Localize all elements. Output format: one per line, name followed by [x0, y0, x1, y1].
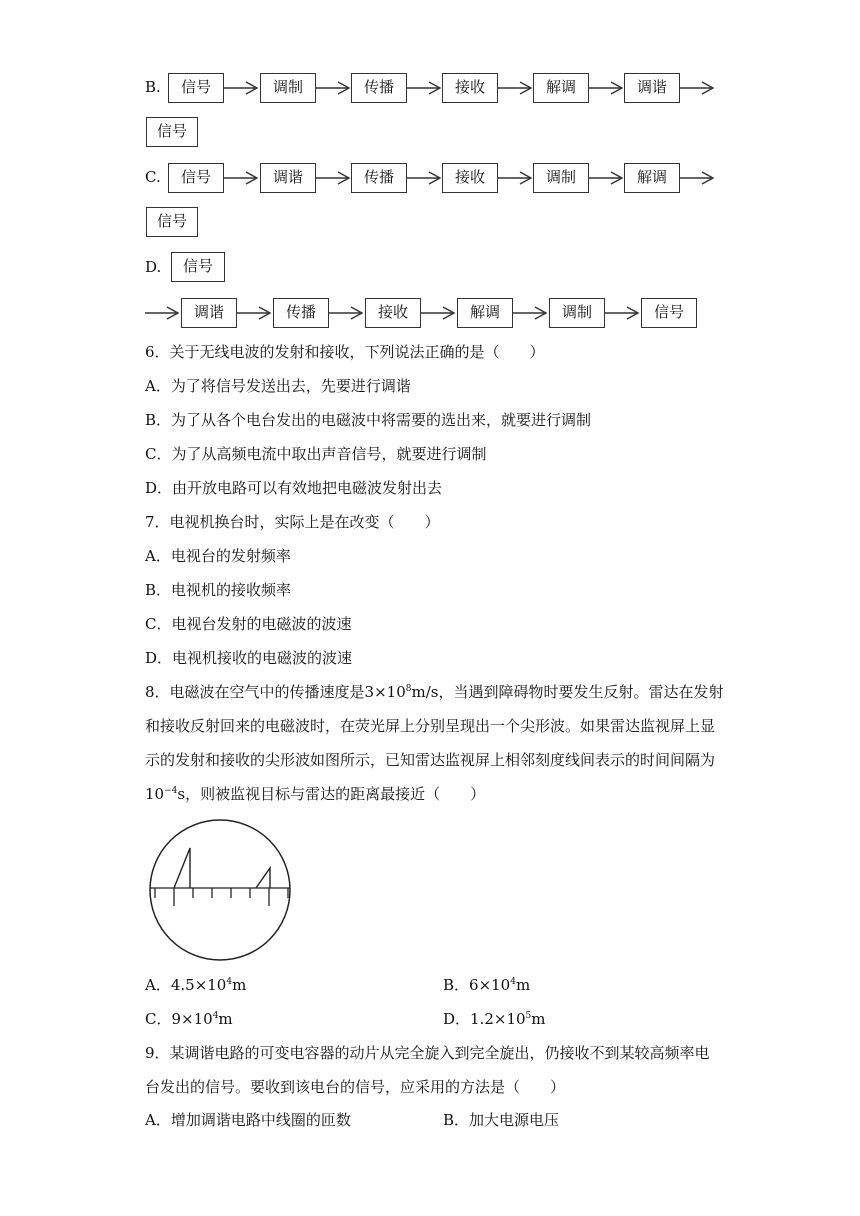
flow-arrow-icon — [407, 171, 443, 185]
option-d: D．电视机接收的电磁波的波速 — [145, 649, 353, 667]
emitted-pulse — [174, 848, 190, 888]
flow-box: 调谐 — [624, 73, 680, 103]
flow-arrow-icon — [421, 306, 457, 320]
flow-arrow-icon — [224, 81, 260, 95]
option-a: A．为了将信号发送出去，先要进行调谐 — [145, 377, 411, 395]
flow-box: 解调 — [533, 73, 589, 103]
flow-box: 接收 — [365, 298, 421, 328]
option-c: C．为了从高频电流中取出声音信号，就要进行调制 — [145, 445, 487, 463]
flow-arrow-icon — [224, 171, 260, 185]
flow-arrow-icon — [237, 306, 273, 320]
flow-box-start: 信号 — [171, 252, 225, 282]
option-d: D．由开放电路可以有效地把电磁波发射出去 — [145, 479, 443, 497]
flow-box: 调制 — [260, 73, 316, 103]
flow-arrow-icon — [145, 306, 181, 320]
flow-box: 传播 — [273, 298, 329, 328]
question-stem-line: 台发出的信号。要收到该电台的信号，应采用的方法是（ ） — [145, 1078, 566, 1096]
flow-box-end: 信号 — [146, 207, 198, 237]
question-stem-line: 示的发射和接收的尖形波如图所示，已知雷达监视屏上相邻刻度线间表示的时间间隔为 — [145, 751, 716, 769]
flow-box: 调制 — [533, 163, 589, 193]
flow-box: 解调 — [457, 298, 513, 328]
flow-arrow-icon — [498, 81, 534, 95]
flow-arrow-icon — [316, 171, 352, 185]
speed-base: 3×10 — [364, 683, 406, 701]
speed-unit: m/s — [411, 683, 439, 701]
option-label: D. — [145, 258, 162, 276]
flow-box: 接收 — [442, 163, 498, 193]
question-stem-line: 9．某调谐电路的可变电容器的动片从完全旋入到完全旋出，仍接收不到某较高频率电 — [145, 1044, 710, 1062]
flow-arrow-icon — [680, 171, 716, 185]
flow-box: 传播 — [351, 73, 407, 103]
question-stem-line — [145, 784, 485, 804]
flow-box: 信号 — [168, 73, 224, 103]
flow-arrow-icon — [605, 306, 641, 320]
flow-arrow-icon — [680, 81, 716, 95]
flow-box: 信号 — [168, 163, 224, 193]
interval-exponent: −4 — [164, 786, 178, 796]
flow-arrow-icon — [513, 306, 549, 320]
question-stem: 7．电视机换台时，实际上是在改变（ ） — [145, 513, 440, 531]
interval-base: 10 — [145, 785, 165, 803]
flow-arrow-icon — [407, 81, 443, 95]
option-d: D．$1.2\times 10^5m$ — [443, 1010, 546, 1028]
flow-box: 调谐 — [181, 298, 237, 328]
flow-box: 调谐 — [260, 163, 316, 193]
flow-arrow-icon — [589, 81, 625, 95]
option-a: A．电视台的发射频率 — [145, 547, 291, 565]
question-stem-line — [145, 682, 723, 702]
flow-arrow-icon — [329, 306, 365, 320]
flow-box: 接收 — [442, 73, 498, 103]
speed-exponent: 8 — [405, 684, 412, 694]
radar-tick-marks — [155, 888, 288, 906]
flow-box: 解调 — [624, 163, 680, 193]
flow-arrow-icon — [589, 171, 625, 185]
option-c: C．$9\times 10^4m$ — [145, 1010, 233, 1028]
option-b: B．$6\times 10^4m$ — [443, 976, 531, 994]
flow-box: 调制 — [549, 298, 605, 328]
option-label: B. — [145, 78, 161, 96]
flow-arrow-icon — [498, 171, 534, 185]
stem-text: 8．电磁波在空气中的传播速度是 — [145, 683, 365, 701]
option-c: C．电视台发射的电磁波的波速 — [145, 615, 352, 633]
option-a: A．$4.5\times 10^4m$ — [145, 976, 247, 994]
option-a: A．增加调谐电路中线圈的匝数 — [145, 1111, 351, 1129]
question-stem-line: 和接收反射回来的电磁波时，在荧光屏上分别呈现出一个尖形波。如果雷达监视屏上显 — [145, 717, 716, 735]
stem-text: ，当遇到障碍物时要发生反射。雷达在发射 — [438, 683, 724, 701]
stem-text: s，则被监视目标与雷达的距离最接近（ ） — [177, 785, 486, 803]
option-b: B．为了从各个电台发出的电磁波中将需要的选出来，就要进行调制 — [145, 411, 592, 429]
radar-screen-figure — [145, 818, 295, 964]
received-pulse — [256, 868, 270, 888]
option-label: C. — [145, 168, 161, 186]
flow-box: 信号 — [641, 298, 697, 328]
option-b: B．加大电源电压 — [443, 1111, 560, 1129]
flow-box-end: 信号 — [146, 117, 198, 147]
option-b: B．电视机的接收频率 — [145, 581, 292, 599]
flow-box: 传播 — [351, 163, 407, 193]
question-stem: 6．关于无线电波的发射和接收，下列说法正确的是（ ） — [145, 343, 545, 361]
flow-arrow-icon — [316, 81, 352, 95]
